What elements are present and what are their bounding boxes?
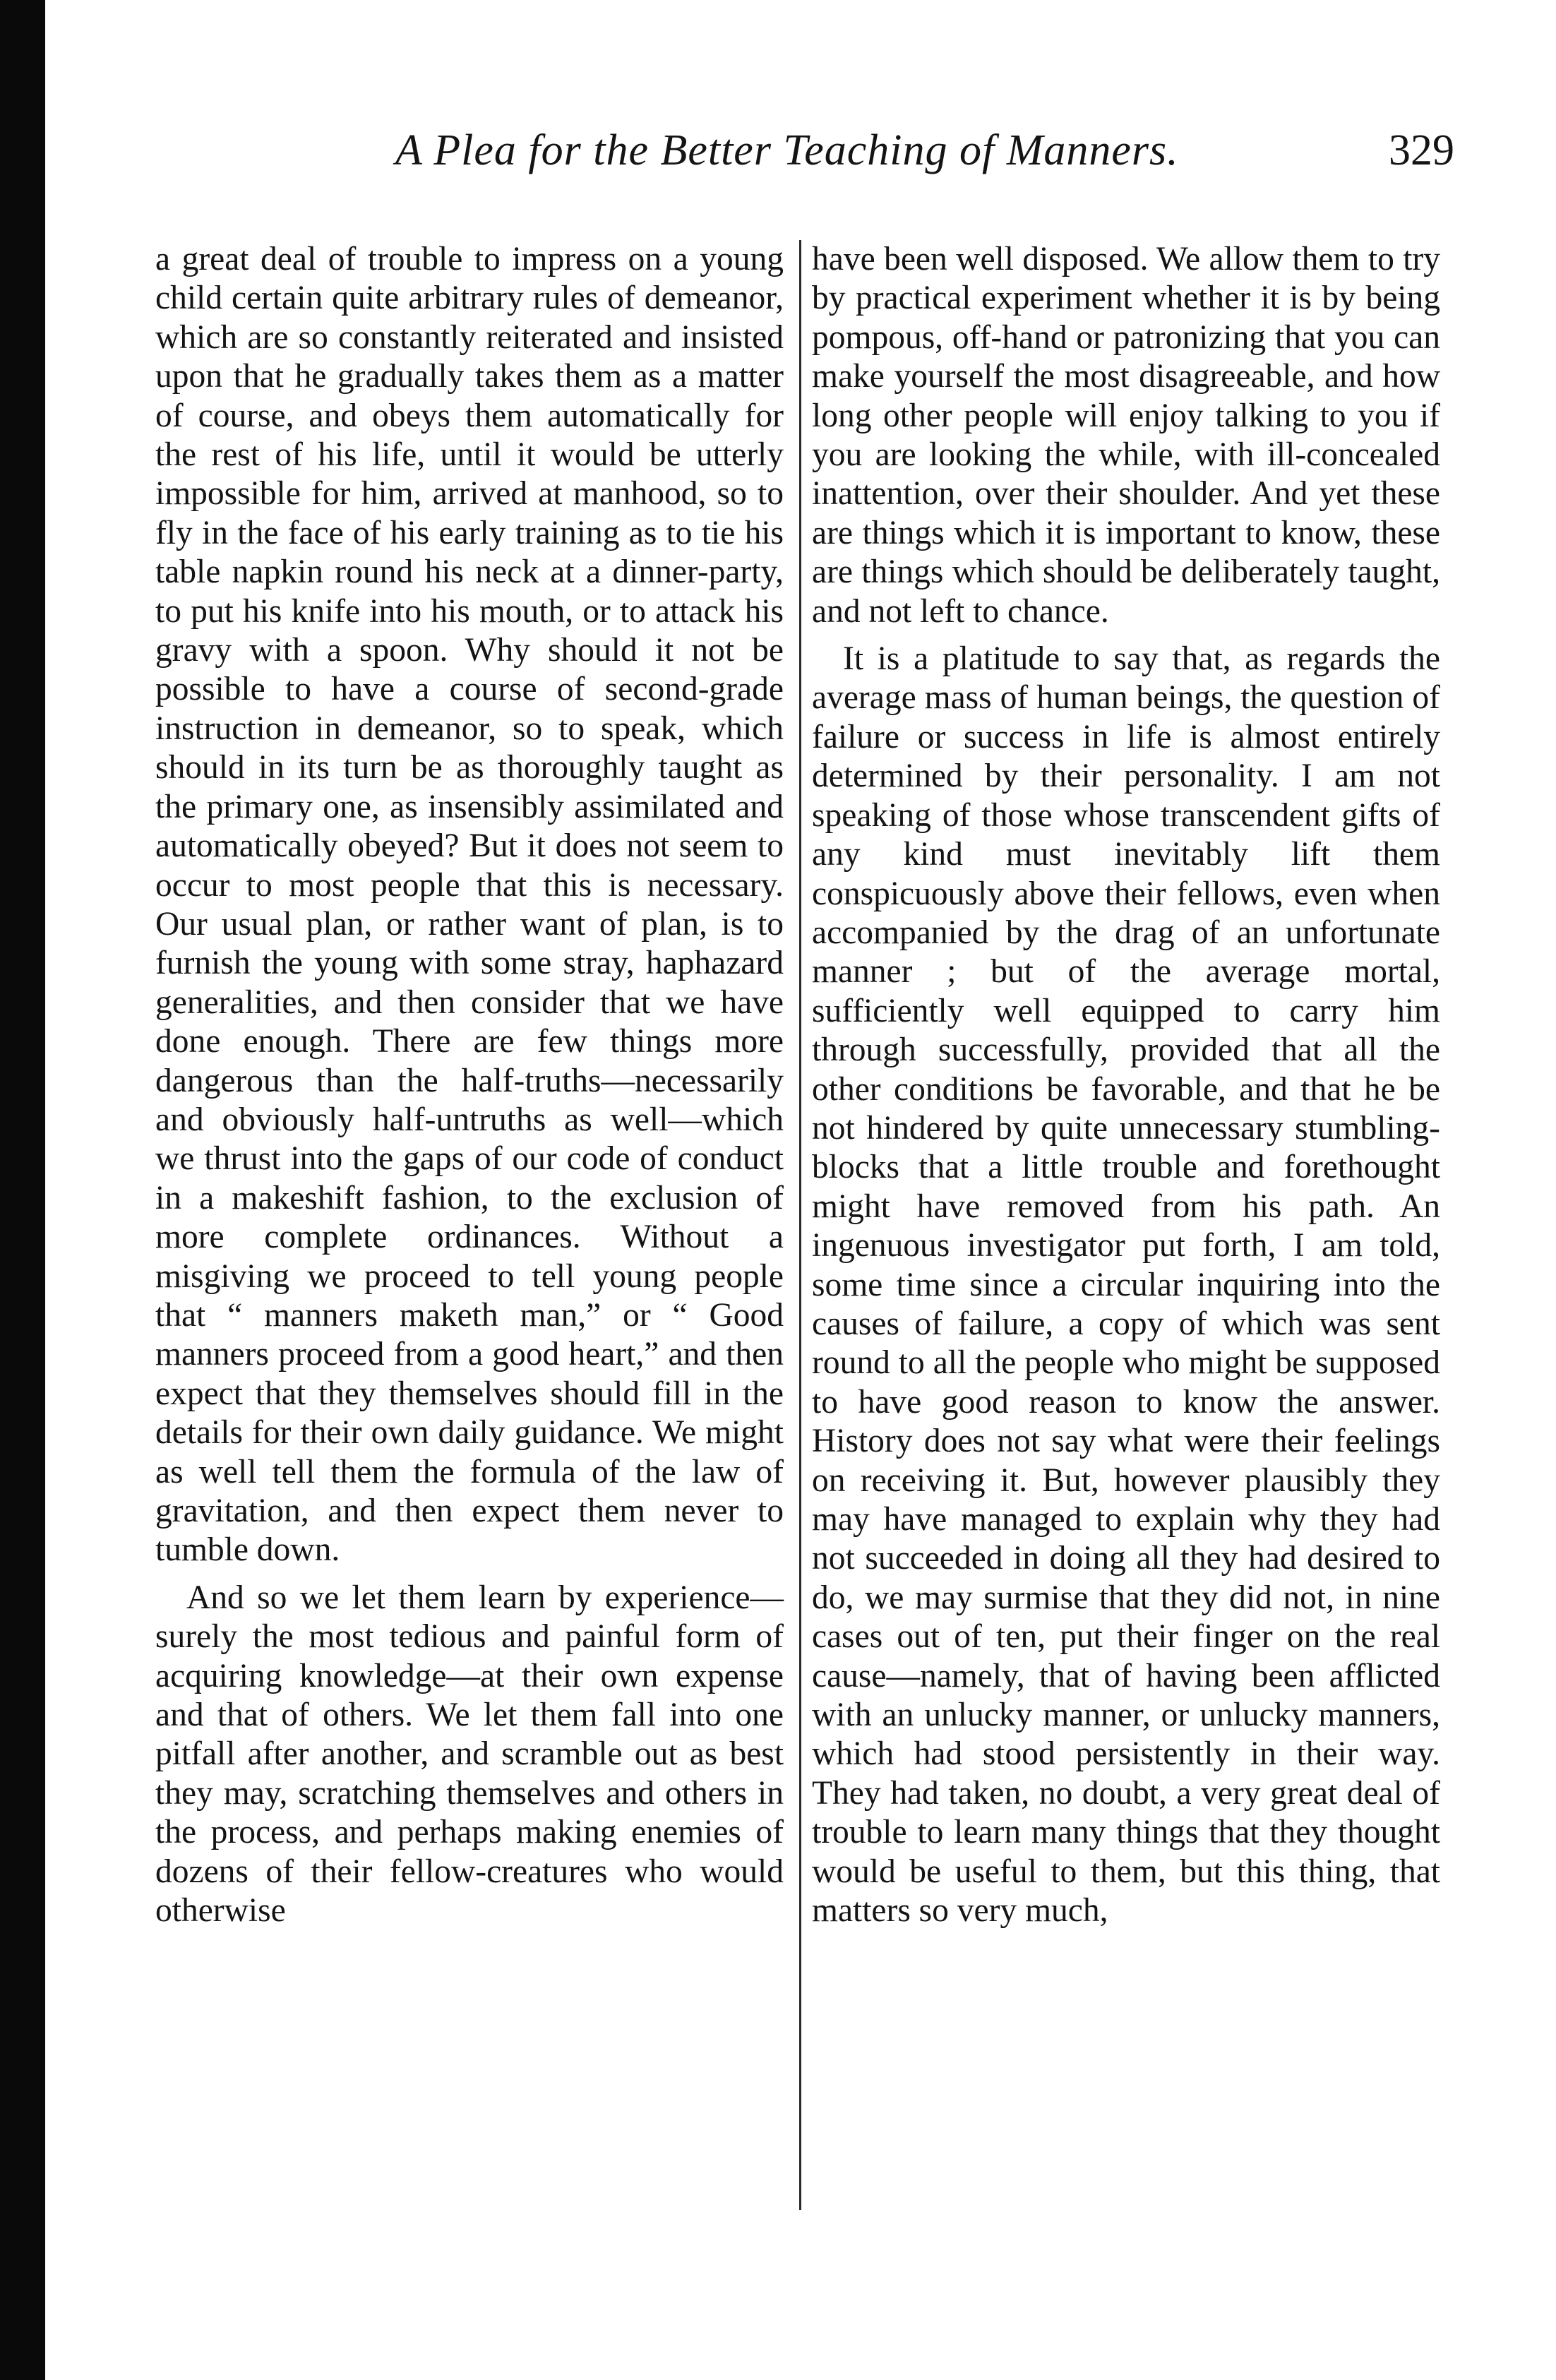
column-divider bbox=[799, 240, 801, 2210]
running-title: A Plea for the Better Teaching of Manners. bbox=[395, 126, 1179, 174]
right-column bbox=[812, 240, 1440, 1930]
right-paragraph-1: have been well disposed. We allow them to try by practical experiment whether it is by being pompous, off-hand or patronizing that you can make yourself the most disagreeable, and how long other people will enjoy talking to you if you are looking the while, with ill-concealed inattention, over their shoulder. And yet these are things which it is important to know, these are things which should be deliberately taught, and not left to chance. bbox=[812, 241, 1440, 630]
left-paragraph-2: And so we let them learn by experience—surely the most tedious and painful form of acquiring knowledge—at their own expense and that of others. We let them fall into one pitfall after another, and scramble out as best they may, scratching themselves and others in the process, and perhaps making enemies of dozens of their fellow-creatures who would otherwise bbox=[155, 1579, 784, 1930]
page-number: 329 bbox=[1389, 126, 1454, 174]
page-header bbox=[155, 126, 1461, 196]
left-paragraph-1: a great deal of trouble to impress on a young child certain quite arbitrary rules of demeanor, which are so constantly reiterated and insisted upon that he gradually takes them as a matter of course, and obeys them automatically for the rest of his life, until it would be utterly impossible for him, arrived at manhood, so to fly in the face of his early training as to tie his table napkin round his neck at a dinner-party, to put his knife into his mouth, or to attack his gravy with a spoon. Why should it not be possible to have a course of second-grade instruction in demeanor, so to speak, which should in its turn be as thoroughly taught as the primary one, as insensibly assimilated and automatically obeyed? But it does not seem to occur to most people that this is necessary. Our usual plan, or rather want of plan, is to furnish the young with some stray, haphazard generalities, and then consider that we have done enough. There are few things more dangerous than the half-truths—necessarily and obviously half-untruths as well—which we thrust into the gaps of our code of conduct in a makeshift fashion, to the exclusion of more complete ordinances. Without a misgiving we proceed to tell young people that “ manners maketh man,” or “ Good manners proceed from a good heart,” and then expect that they themselves should fill in the details for their own daily guidance. We might as well tell them the formula of the law of gravitation, and then expect them never to tumble down. bbox=[155, 241, 784, 1569]
right-paragraph-2: It is a platitude to say that, as regards the average mass of human beings, the question of failure or success in life is almost entirely determined by their personality. I am not speaking of those whose transcendent gifts of any kind must inevitably lift them conspicuously above their fellows, even when accompanied by the drag of an unfortunate manner ; but of the average mortal, sufficiently well equipped to carry him through successfully, provided that all the other conditions be favorable, and that he be not hindered by quite unnecessary stumbling-blocks that a little trouble and forethought might have removed from his path. An ingenuous investigator put forth, I am told, some time since a circular inquiring into the causes of failure, a copy of which was sent round to all the people who might be supposed to have good reason to know the answer. History does not say what were their feelings on receiving it. But, however plausibly they may have managed to explain why they had not succeeded in doing all they had desired to do, we may surmise that they did not, in nine cases out of ten, put their finger on the real cause—namely, that of having been afflicted with an unlucky manner, or unlucky manners, which had stood persistently in their way. They had taken, no doubt, a very great deal of trouble to learn many things that they thought would be useful to them, but this thing, that matters so very much, bbox=[812, 640, 1440, 1930]
left-column bbox=[155, 240, 784, 1930]
binding-edge-shadow bbox=[0, 0, 45, 2380]
